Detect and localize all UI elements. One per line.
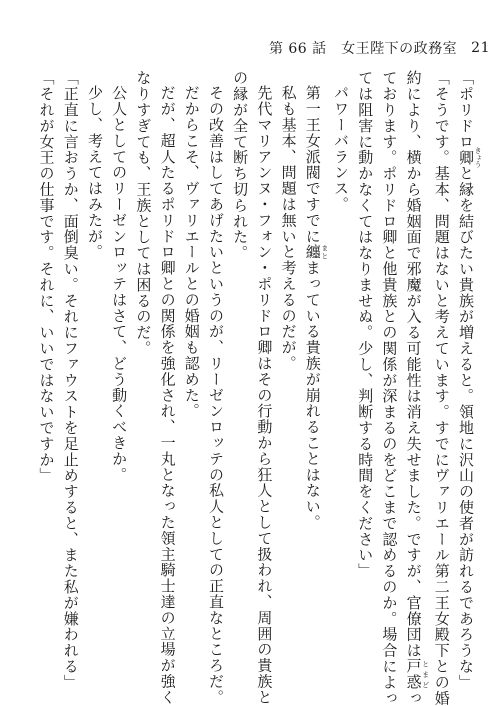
ruby-base: 卿 xyxy=(457,146,475,168)
text-line: だが、超人たるポリドロ卿との関係を強化され、一丸となった領主騎士達の立場が強く xyxy=(158,85,177,706)
text-line: 「正直に言おうか、面倒臭い。それにファウストを足止めすると、また私が嫌われる」 xyxy=(61,70,80,691)
ruby-reading: きょう xyxy=(474,146,482,168)
text-line: だからこそ、ヴァリエールとの婚姻も認めた。 xyxy=(182,85,201,419)
ruby-annotation xyxy=(404,658,430,691)
text-line xyxy=(401,70,430,706)
text-line: 少し、考えてはみたが。 xyxy=(85,85,104,260)
text-segment: っ xyxy=(404,690,423,706)
text-segment: 約により、横から婚姻面で邪魔が入る可能性は消え失せました。ですが、官僚団は xyxy=(404,70,423,659)
text-line: その改善はしてあげたいというのが、リーゼンロッテの私人としての正直なところだ。 xyxy=(206,85,225,706)
running-header xyxy=(269,38,490,58)
text-line xyxy=(301,70,329,670)
text-line: の縁が全て断ち切られた。 xyxy=(231,70,250,261)
vertical-body-text xyxy=(18,70,482,706)
text-segment: 「ポリドロ xyxy=(457,70,475,150)
text-line: なりすぎても、王族としては困るのだ。 xyxy=(134,70,153,357)
text-line: 私も基本、問題は無いと考えるのだが。 xyxy=(279,85,298,372)
ruby-annotation xyxy=(457,146,482,168)
ruby-base: 纏 xyxy=(303,244,322,260)
text-line: 先代マリアンヌ・フォン・ポリドロ卿はその行動から狂人として扱われ、周囲の貴族と xyxy=(255,85,274,706)
text-line: 「それが女王の仕事です。それに、いいではないですか」 xyxy=(37,70,56,484)
ruby-reading: まと xyxy=(320,244,329,260)
ruby-base: 戸惑 xyxy=(404,658,423,691)
text-line: 公人としてのリーゼンロッテはさて、どう動くべきか。 xyxy=(110,85,129,483)
text-segment: まっている貴族が崩れることはない。 xyxy=(303,259,322,531)
chapter-title: 第 66 話 女王陛下の政務室 xyxy=(268,41,458,57)
text-segment: 第一王女派閥ですでに xyxy=(303,85,322,244)
ruby-annotation xyxy=(303,244,329,260)
text-line: ております。ポリドロ卿と他貴族との関係が深まるのをどこまで認めるのか。場合によっ xyxy=(380,70,399,706)
text-line: ては阻害に動かなくてはなりませぬ。少し、判断する時間をください」 xyxy=(356,70,375,579)
text-line: パワーバランス。 xyxy=(331,85,350,213)
page-number: 21 xyxy=(471,40,490,56)
text-segment: と縁を結びたい貴族が増えると。領地に沢山の使者が訪れるであろうな」 xyxy=(457,165,475,691)
text-line: 「そうです。基本、問題はないと考えています。すでにヴァリエール第二王女殿下との婚 xyxy=(432,70,451,706)
text-line xyxy=(454,70,482,691)
ruby-reading: とまど xyxy=(421,658,430,691)
